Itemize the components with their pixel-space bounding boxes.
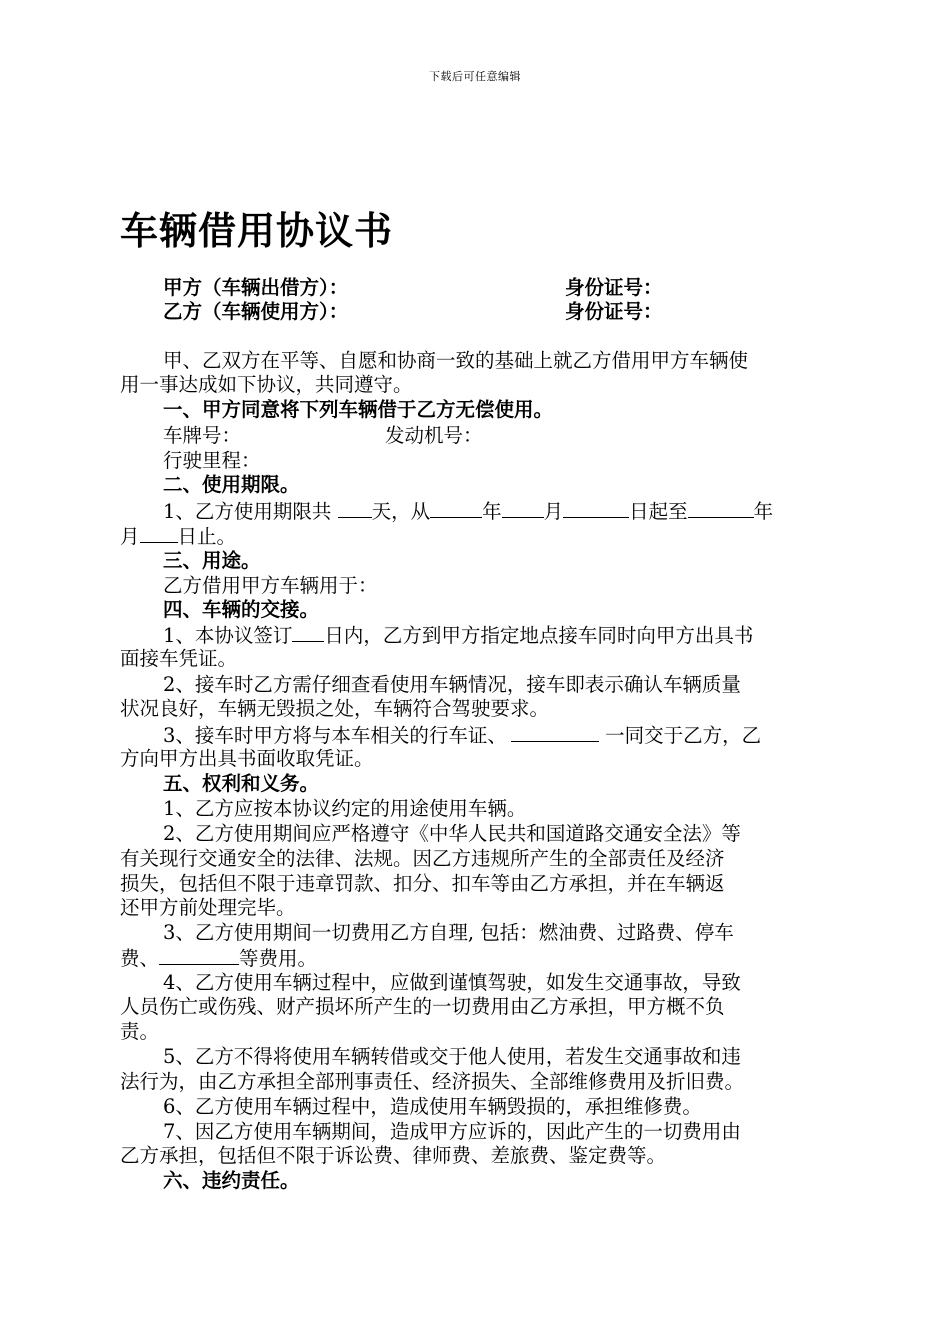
intro-line-2: 用一事达成如下协议，共同遵守。 [120, 373, 413, 396]
term-text-6: 年 [753, 500, 774, 523]
term-text-3: 年 [482, 500, 502, 523]
party-a-line [163, 276, 348, 300]
rights-p3-line-2 [120, 946, 317, 971]
end-year-blank [688, 499, 754, 518]
handover-p2-line-1: 2、接车时乙方需仔细查看使用车辆情况，接车即表示确认车辆质量 [163, 673, 741, 696]
rights-p2-line-3: 损失，包括但不限于违章罚款、扣分、扣车等由乙方承担，并在车辆返 [120, 872, 725, 895]
rights-p5-line-1: 5、乙方不得将使用车辆转借或交于他人使用，若发生交通事故和违 [163, 1045, 741, 1068]
handover-p1-text-2: 日内，乙方到甲方指定地点接车同时向甲方出具书 [324, 624, 754, 647]
handover-p3-line-1 [163, 723, 761, 748]
term-text-5: 日起至 [629, 500, 688, 523]
party-b-label: 乙方（车辆使用方）： [163, 300, 349, 323]
days-blank [338, 499, 372, 518]
term-line-2 [120, 524, 236, 549]
party-a-label: 甲方（车辆出借方）： [163, 276, 349, 299]
term-text-4: 月 [543, 500, 564, 523]
rights-p7-line-1: 7、因乙方使用车辆期间，造成甲方应诉的，因此产生的一切费用由 [163, 1120, 741, 1143]
handover-p1-line-2: 面接车凭证。 [120, 647, 238, 670]
rights-p3-line-1: 3、乙方使用期间一切费用乙方自理, 包括：燃油费、过路费、停车 [163, 921, 734, 944]
start-year-blank [430, 499, 482, 518]
purpose-line: 乙方借用甲方车辆用于： [163, 574, 378, 597]
handover-p1-line-1 [163, 623, 753, 648]
rights-p6: 6、乙方使用车辆过程中，造成使用车辆毁损的，承担维修费。 [163, 1095, 702, 1118]
rights-p4-line-1: 4、乙方使用车辆过程中，应做到谨慎驾驶，如发生交通事故，导致 [163, 971, 741, 994]
section-4-heading: 四、车辆的交接。 [163, 598, 320, 621]
party-b-id-label: 身份证号： [565, 300, 663, 323]
rights-p2-line-1: 2、乙方使用期间应严格遵守《中华人民共和国道路交通安全法》等 [163, 822, 741, 845]
party-a-id-label: 身份证号： [565, 276, 663, 299]
days-after-signing-blank [292, 623, 324, 642]
rights-p2-line-4: 还甲方前处理完毕。 [120, 896, 296, 919]
documents-blank [511, 723, 599, 742]
rights-p2-line-2: 有关现行交通安全的法律、法规。因乙方违规所产生的全部责任及经济 [120, 847, 725, 870]
start-month-blank [502, 499, 544, 518]
mileage-label: 行驶里程： [163, 449, 261, 472]
start-day-blank [563, 499, 629, 518]
rights-p5-line-2: 法行为，由乙方承担全部刑事责任、经济损失、全部维修费用及折旧费。 [120, 1070, 745, 1093]
section-5-heading: 五、权利和义务。 [163, 772, 320, 795]
section-3-heading: 三、用途。 [163, 549, 261, 572]
section-2-heading: 二、使用期限。 [163, 473, 300, 496]
rights-p4-line-3: 责。 [120, 1020, 160, 1043]
rights-p7-line-2: 乙方承担，包括但不限于诉讼费、律师费、差旅费、鉴定费等。 [120, 1144, 667, 1167]
handover-p3-text-1: 3、接车时甲方将与本车相关的行车证、 [163, 724, 507, 747]
page-header: 下载后可任意编辑 [429, 70, 521, 83]
handover-p3-text-2: 一同交于乙方，乙 [598, 724, 762, 747]
engine-label: 发动机号： [385, 424, 483, 447]
term-text-8: 日止。 [177, 525, 237, 548]
term-text-1: 1、乙方使用期限共 [163, 500, 338, 523]
rights-p1: 1、乙方应按本协议约定的用途使用车辆。 [163, 797, 527, 820]
other-fees-blank [159, 946, 239, 965]
rights-p3-text-1: 费、 [120, 947, 160, 970]
handover-p2-line-2: 状况良好，车辆无毁损之处，车辆符合驾驶要求。 [120, 697, 550, 720]
term-text-7: 月 [120, 525, 140, 548]
term-text-2: 天，从 [371, 500, 431, 523]
term-line-1 [163, 499, 773, 524]
section-1-heading: 一、甲方同意将下列车辆借于乙方无偿使用。 [163, 398, 554, 421]
plate-label: 车牌号： [163, 424, 242, 447]
handover-p3-line-2: 方向甲方出具书面收取凭证。 [120, 747, 374, 770]
section-6-heading: 六、违约责任。 [163, 1169, 300, 1192]
handover-p1-text-1: 1、本协议签订 [163, 624, 293, 647]
rights-p4-line-2: 人员伤亡或伤残、财产损坏所产生的一切费用由乙方承担，甲方概不负 [120, 995, 725, 1018]
document-title: 车辆借用协议书 [120, 208, 394, 253]
rights-p3-text-2: 等费用。 [239, 947, 318, 970]
intro-line-1: 甲、乙双方在平等、自愿和协商一致的基础上就乙方借用甲方车辆使 [163, 349, 749, 372]
end-month-day-blank [140, 524, 178, 543]
